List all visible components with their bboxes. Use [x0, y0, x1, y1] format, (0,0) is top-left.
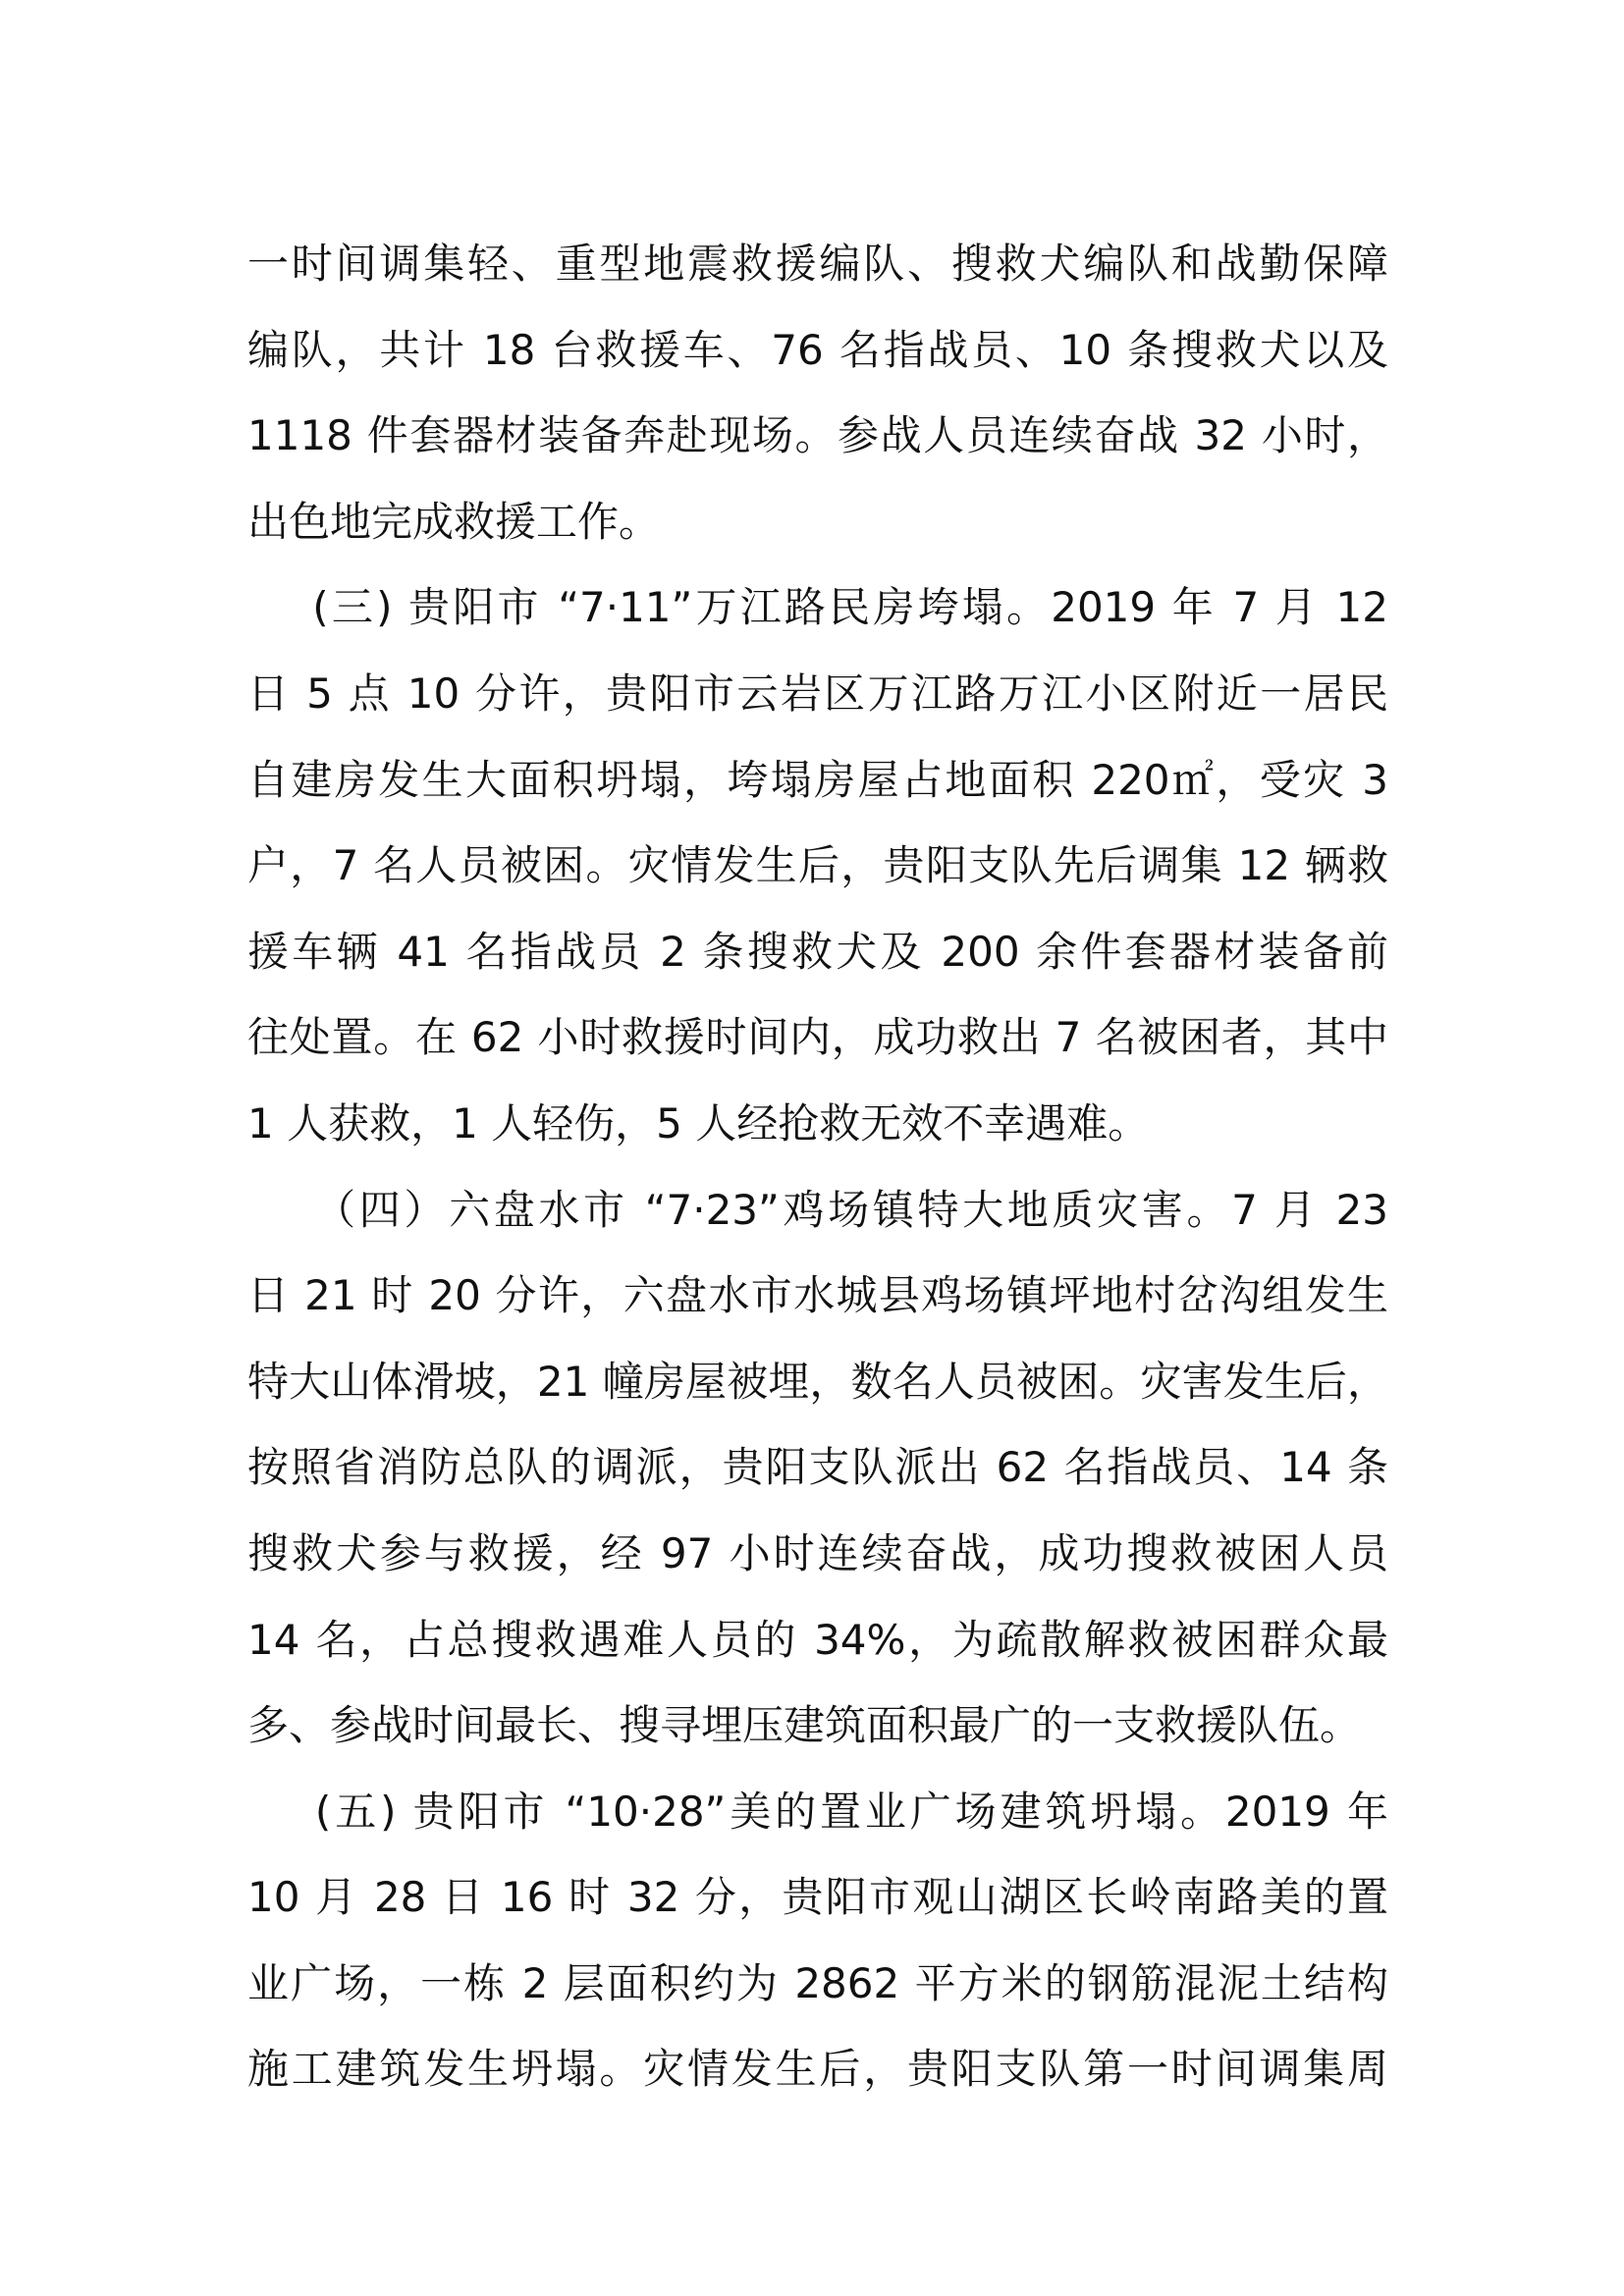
text-line: 多、参战时间最长、搜寻埋压建筑面积最广的一支救援队伍。 [247, 1701, 1362, 1750]
text-line: 按照省消防总队的调派，贵阳支队派出 62 名指战员、14 条 [247, 1443, 1388, 1492]
text-line: 10 月 28 日 16 时 32 分，贵阳市观山湖区长岭南路美的置 [247, 1873, 1388, 1922]
text-line: （四）六盘水市 “7·23”鸡场镇特大地质灾害。7 月 23 [247, 1185, 1388, 1234]
text-line: 日 5 点 10 分许，贵阳市云岩区万江路万江小区附近一居民 [247, 668, 1388, 718]
text-line: (五) 贵阳市 “10·28”美的置业广场建筑坍塌。2019 年 [247, 1787, 1388, 1836]
text-line: 户，7 名人员被困。灾情发生后，贵阳支队先后调集 12 辆救 [247, 841, 1388, 890]
text-line: 1118 件套器材装备奔赴现场。参战人员连续奋战 32 小时， [247, 411, 1388, 460]
text-line: 特大山体滑坡，21 幢房屋被埋，数名人员被困。灾害发生后， [247, 1357, 1388, 1406]
text-line: 14 名，占总搜救遇难人员的 34%，为疏散解救被困群众最 [247, 1615, 1388, 1664]
text-line: 自建房发生大面积坍塌，垮塌房屋占地面积 220㎡，受灾 3 [247, 755, 1388, 804]
text-line: 施工建筑发生坍塌。灾情发生后，贵阳支队第一时间调集周 [247, 2045, 1388, 2094]
text-line: 编队，共计 18 台救援车、76 名指战员、10 条搜救犬以及 [247, 325, 1388, 374]
text-line: 1 人获救，1 人轻伤，5 人经抢救无效不幸遇难。 [247, 1098, 1150, 1148]
text-line: 搜救犬参与救援，经 97 小时连续奋战，成功搜救被困人员 [247, 1528, 1388, 1577]
text-line: 业广场，一栋 2 层面积约为 2862 平方米的钢筋混泥土结构 [247, 1958, 1388, 2007]
text-line: 出色地完成救援工作。 [247, 497, 661, 546]
text-line: 援车辆 41 名指战员 2 条搜救犬及 200 余件套器材装备前 [247, 927, 1388, 976]
text-line: 日 21 时 20 分许，六盘水市水城县鸡场镇坪地村岔沟组发生 [247, 1271, 1388, 1320]
text-line: 一时间调集轻、重型地震救援编队、搜救犬编队和战勤保障 [247, 240, 1388, 288]
text-line: (三) 贵阳市 “7·11”万江路民房垮塌。2019 年 7 月 12 [247, 583, 1388, 632]
body-text [247, 221, 1388, 2112]
text-line: 往处置。在 62 小时救援时间内，成功救出 7 名被困者，其中 [247, 1013, 1388, 1062]
